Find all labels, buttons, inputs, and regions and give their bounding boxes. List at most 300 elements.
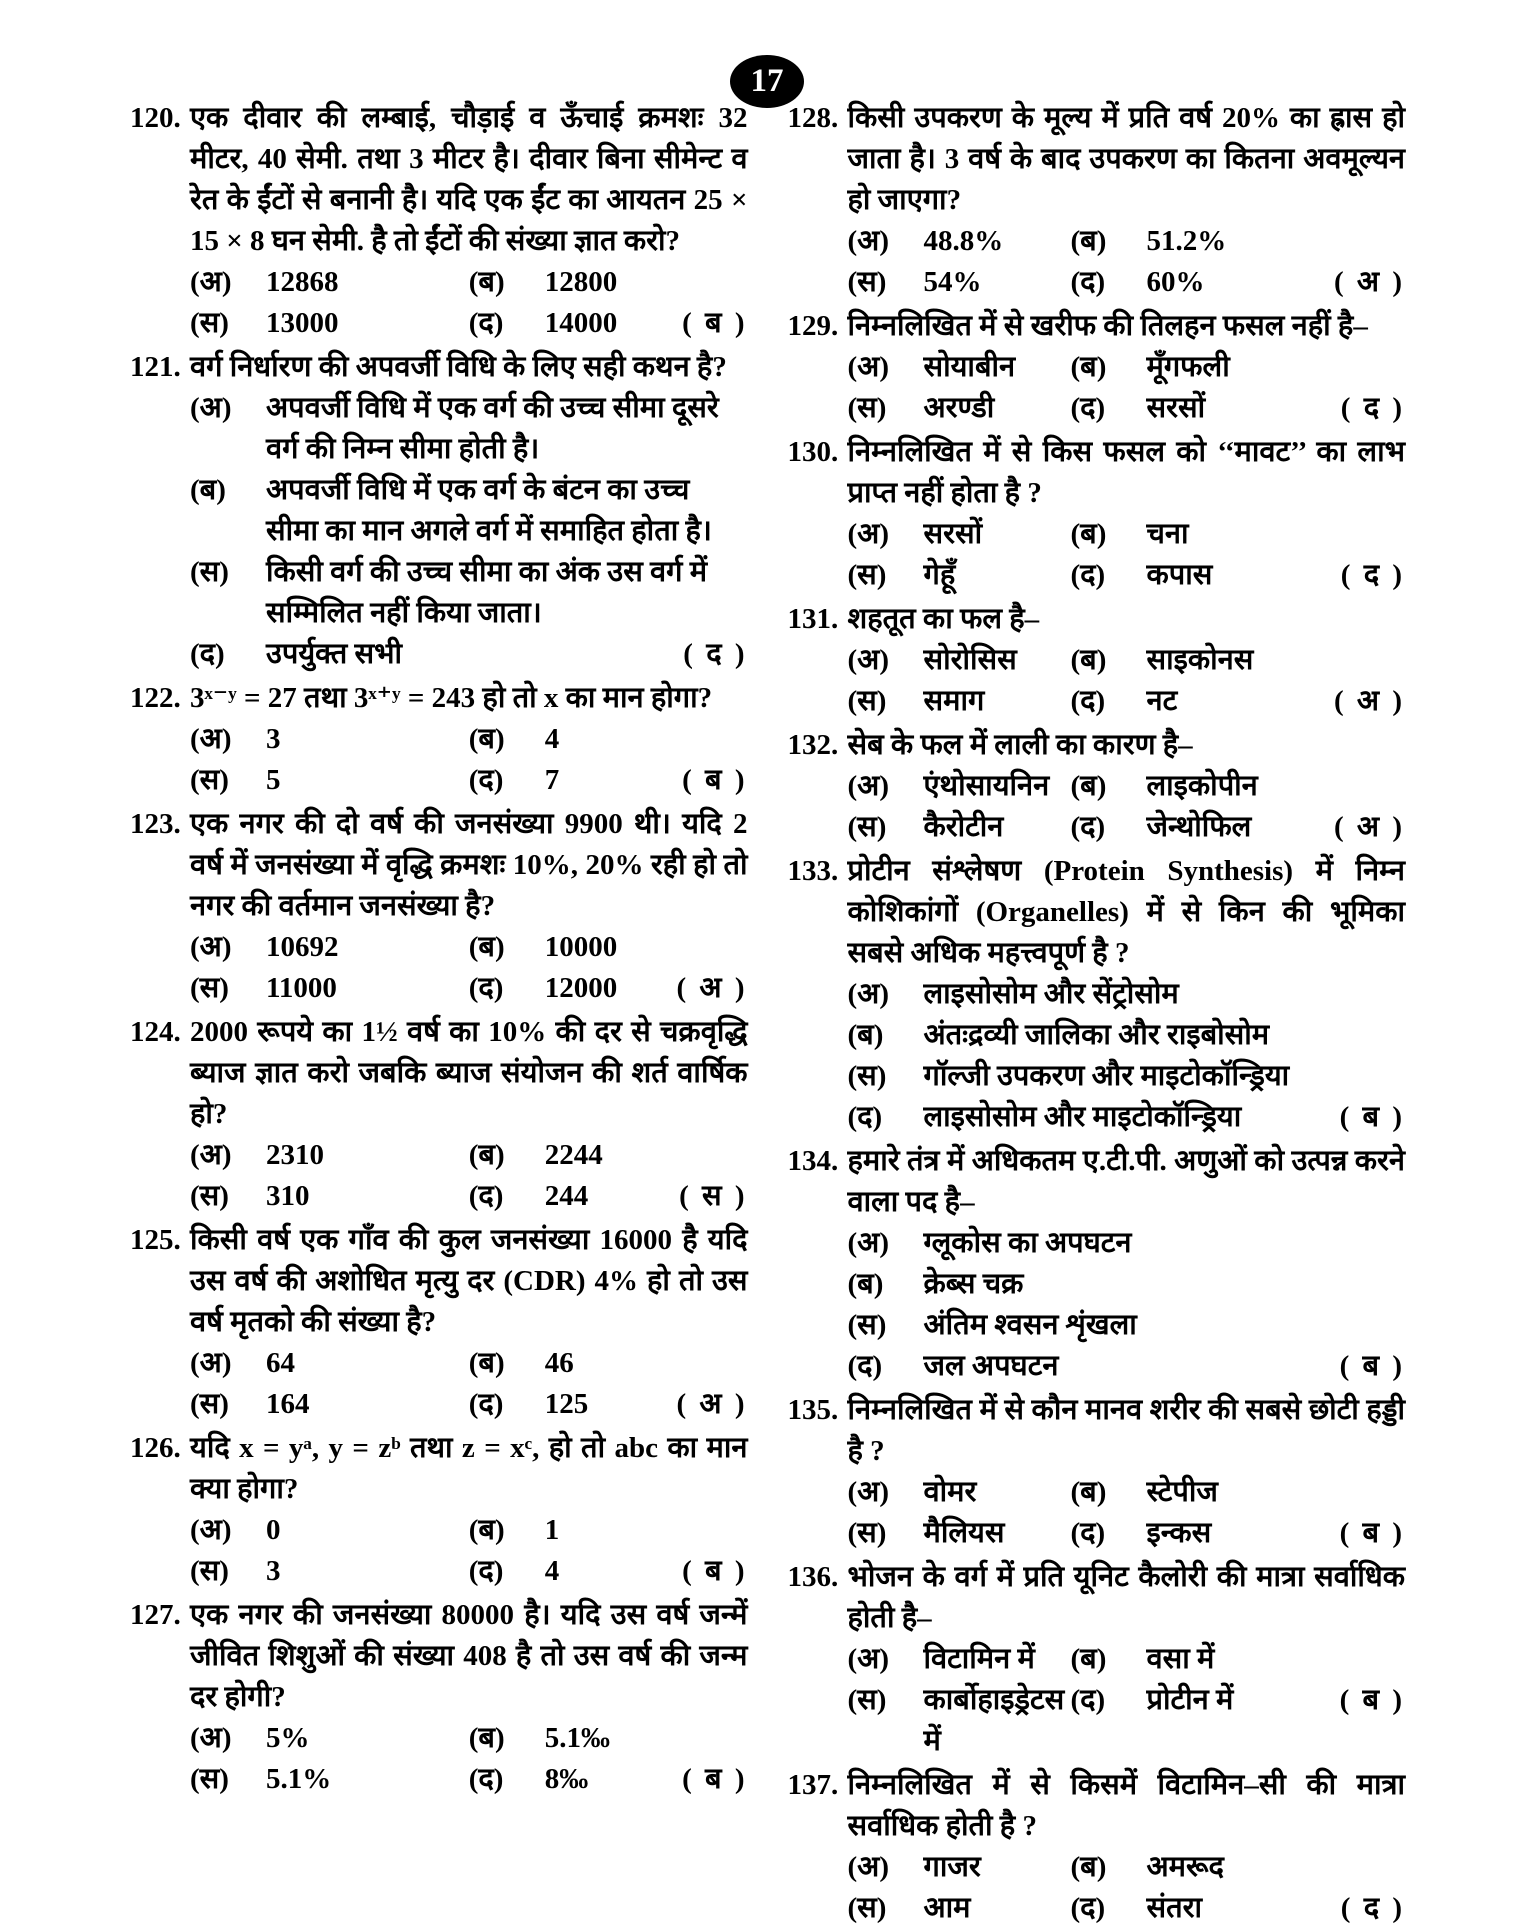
question-number: 136. [787,1561,839,1593]
option [190,1718,469,1759]
option-text: 1 [544,1514,560,1546]
option-text: 125 [544,1388,589,1420]
option-label: (द) [1070,559,1106,591]
answer-label: ( द ) [683,638,748,670]
question-text: किसी उपकरण के मूल्य में प्रति वर्ष 20% का ह्रास हो जाता है। 3 वर्ष के बाद उपकरण का कितना अवमूल्यन हो जाएगा? [847,102,1405,216]
option-text: इन्कस [1146,1517,1212,1549]
option-row [848,1847,1406,1888]
option [469,1510,560,1551]
options [190,388,748,675]
option [1071,1639,1215,1680]
question [130,347,748,675]
option-label: (स) [847,1517,887,1549]
option-label: (द) [1070,1892,1106,1924]
question-columns [130,98,1405,1932]
question-body [848,851,1406,1138]
question-text: शहतूत का फल है– [847,603,1040,635]
option [848,1680,1071,1762]
option [848,1056,1406,1097]
option-row [190,1176,748,1217]
option-label: (अ) [847,351,889,383]
question [130,804,748,1009]
answer-label: ( अ ) [1334,266,1405,298]
option-label: (स) [847,559,887,591]
option-row [190,968,748,1009]
option-row [848,388,1406,429]
question-number: 122. [130,682,181,714]
answer-label: ( ब ) [682,307,748,339]
option [848,1513,1071,1554]
option-text: 10000 [544,931,618,963]
option-text: वसा में [1146,1643,1215,1675]
option-label: (द) [1070,266,1106,298]
option [1071,766,1258,807]
question-number: 125. [130,1224,181,1256]
option-text: लाइसोसोम और सेंट्रोसोम [923,978,1179,1010]
option-text: सरसों [923,518,983,550]
option-text: गेहूँ [923,559,956,591]
question-number: 121. [130,351,181,383]
option-label: (अ) [847,225,889,257]
option-label: (ब) [468,1514,505,1546]
option-text: अमरूद [1146,1851,1224,1883]
option-label: (ब) [1070,351,1107,383]
question-body [190,1428,748,1592]
option-text: चना [1146,518,1189,550]
option-text: 46 [544,1347,574,1379]
question-text: निम्नलिखित में से खरीफ की तिलहन फसल नहीं है– [847,310,1368,342]
question-body [190,1595,748,1800]
options [848,1639,1406,1762]
question-body [848,725,1406,848]
option [848,766,1071,807]
question-number: 137. [787,1769,839,1801]
option-label: (ब) [468,931,505,963]
question-text: एक दीवार की लम्बाई, चौड़ाई व ऊँचाई क्रमशः 32 मीटर, 40 सेमी. तथा 3 मीटर है। दीवार बिना सीमेन्ट व रेत के ईंटों से बनानी है। यदि एक ईंट का आयतन 25 × 15 × 8 घन सेमी. है तो ईंटों की संख्या ज्ञात करो? [190,102,748,257]
option-label: (अ) [190,1347,232,1379]
options [848,221,1406,303]
option-row [848,974,1406,1015]
option [469,262,618,303]
option-label: (द) [1070,392,1106,424]
option-text: 164 [266,1388,310,1420]
option [469,1135,603,1176]
option-label: (ब) [1070,1643,1107,1675]
option-text: अपवर्जी विधि में एक वर्ग की उच्च सीमा दूसरे वर्ग की निम्न सीमा होती है। [266,392,719,465]
option [848,1847,1071,1888]
option-label: (द) [468,972,504,1004]
option [190,1759,469,1800]
question-body [848,306,1406,429]
option [469,719,560,760]
option [1071,514,1189,555]
answer-label: ( ब ) [682,1555,748,1587]
option-text: आम [923,1892,971,1924]
option-label: (ब) [1070,1851,1107,1883]
options [190,1510,748,1592]
options [190,262,748,344]
options [190,1135,748,1217]
option [1071,1472,1218,1513]
question-body [190,804,748,1009]
option [1071,1513,1212,1554]
question-number: 134. [787,1145,839,1177]
option-label: (अ) [847,518,889,550]
question-number: 127. [130,1599,181,1631]
option-text: 11000 [266,972,337,1004]
page-number: 17 [750,63,784,99]
option [469,760,560,801]
option-label: (स) [847,392,887,424]
option-label: (स) [847,685,887,717]
option [190,388,748,470]
option-row [848,807,1406,848]
question-body [190,678,748,801]
question [788,599,1406,722]
question-number: 131. [787,603,839,635]
option-label: (ब) [1070,225,1107,257]
option-label: (अ) [190,266,232,298]
option [190,1135,469,1176]
option-text: 12000 [544,972,618,1004]
option-text: 64 [266,1347,295,1379]
option-row [848,262,1406,303]
options [848,1223,1406,1387]
answer-label: ( ब ) [682,764,748,796]
option-row [190,552,748,634]
question-text: निम्नलिखित में से किस फसल को ‘‘मावट’’ का लाभ प्राप्त नहीं होता है ? [847,436,1405,509]
option [1071,555,1213,596]
option-label: (स) [190,1763,229,1795]
option-row [848,1015,1406,1056]
option-row [848,1097,1406,1138]
question-body [848,1390,1406,1554]
option-label: (द) [468,1555,504,1587]
option [848,1015,1406,1056]
option-row [848,1056,1406,1097]
question-text: निम्नलिखित में से किसमें विटामिन–सी की मात्रा सर्वाधिक होती है ? [847,1769,1405,1842]
option-label: (ब) [1070,518,1107,550]
option-text: संतरा [1146,1892,1203,1924]
answer-label: ( द ) [1340,1892,1405,1924]
option-text: जल अपघटन [923,1350,1059,1382]
option-text: ग्लूकोस का अपघटन [923,1227,1132,1259]
question-text: प्रोटीन संश्लेषण (Protein Synthesis) में निम्न कोशिकांगों (Organelles) में से किन की भूमिका सबसे अधिक महत्त्वपूर्ण है ? [847,855,1405,969]
option-text: 12800 [544,266,618,298]
option [469,303,618,344]
option-text: क्रेब्स चक्र [923,1268,1024,1300]
option [848,221,1071,262]
option [1071,1847,1224,1888]
option-label: (स) [190,1388,229,1420]
option-row [190,1759,748,1800]
question-text: 3ˣ⁻ʸ = 27 तथा 3ˣ⁺ʸ = 243 हो तो x का मान होगा? [190,682,713,714]
option-label: (ब) [468,266,505,298]
option [848,1346,1332,1387]
option-label: (स) [190,972,229,1004]
option-row [190,1384,748,1425]
option [848,974,1406,1015]
option-text: 14000 [544,307,618,339]
option [848,1639,1071,1680]
option-row [848,347,1406,388]
option-label: (अ) [847,1476,889,1508]
option-text: सोयाबीन [923,351,1016,383]
option-label: (स) [190,556,229,588]
option-text: अरण्डी [923,392,995,424]
question-text: एक नगर की जनसंख्या 80000 है। यदि उस वर्ष जन्में जीवित शिशुओं की संख्या 408 है तो उस वर्ष की जन्म दर होगी? [190,1599,748,1713]
option-label: (द) [847,1101,883,1133]
option-label: (अ) [190,392,232,424]
option [190,262,469,303]
option-label: (ब) [468,1139,505,1171]
option-row [190,470,748,552]
option-text: 310 [266,1180,310,1212]
options [190,1718,748,1800]
option-row [190,1510,748,1551]
option-label: (स) [190,1555,229,1587]
option-text: नट [1146,685,1178,717]
option-text: गाजर [923,1851,981,1883]
option [469,1718,610,1759]
option-text: 2244 [544,1139,603,1171]
option [848,514,1071,555]
answer-label: ( अ ) [1334,685,1405,717]
question [130,1595,748,1800]
question-body [190,1220,748,1425]
option-text: 5.1‰ [544,1722,610,1754]
option-label: (अ) [190,931,232,963]
option-text: 5% [266,1722,310,1754]
option-label: (ब) [1070,644,1107,676]
option-text: 3 [266,1555,281,1587]
option-label: (स) [847,266,887,298]
question [130,678,748,801]
answer-label: ( स ) [679,1180,748,1212]
question [788,725,1406,848]
option-text: लाइसोसोम और माइटोकॉन्ड्रिया [923,1101,1242,1133]
question-number: 132. [787,729,839,761]
question-number: 128. [787,102,839,134]
right-column [788,98,1406,1932]
option-text: 2310 [266,1139,324,1171]
answer-label: ( अ ) [676,972,748,1004]
option [190,552,748,634]
option [848,1888,1071,1929]
option-label: (द) [468,307,504,339]
option [469,1551,560,1592]
option-row [848,514,1406,555]
option-text: जेन्थोफिल [1146,811,1252,843]
question-text: सेब के फल में लाली का कारण है– [847,729,1193,761]
option [1071,807,1252,848]
options [848,514,1406,596]
option-text: 10692 [266,931,339,963]
option-text: अंतिम श्वसन शृंखला [923,1309,1137,1341]
option [469,968,618,1009]
question-number: 126. [130,1432,181,1464]
option-row [848,640,1406,681]
answer-label: ( द ) [1340,392,1405,424]
option [848,1264,1406,1305]
option-label: (ब) [190,474,226,506]
option [190,1343,469,1384]
question-number: 135. [787,1394,839,1426]
option-text: 244 [544,1180,589,1212]
answer-label: ( ब ) [682,1763,748,1795]
question [788,306,1406,429]
option [190,470,748,552]
question [788,851,1406,1138]
option-row [190,760,748,801]
option-text: सरसों [1146,392,1206,424]
option-label: (ब) [847,1268,884,1300]
options [190,719,748,801]
option-row [190,1551,748,1592]
option [190,303,469,344]
option [1071,388,1206,429]
option-text: 12868 [266,266,339,298]
option [848,1472,1071,1513]
question-text: किसी वर्ष एक गाँव की कुल जनसंख्या 16000 है यदि उस वर्ष की अशोधित मृत्यु दर (CDR) 4% हो तो उस वर्ष मृतको की संख्या है? [190,1224,748,1338]
option-row [190,303,748,344]
option-label: (स) [847,1060,887,1092]
option-label: (द) [1070,811,1106,843]
option-text: विटामिन में [923,1643,1035,1675]
option-row [848,1305,1406,1346]
question-number: 130. [787,436,839,468]
option-label: (द) [1070,685,1106,717]
option-row [190,262,748,303]
option [1071,640,1254,681]
options [190,927,748,1009]
option [190,1551,469,1592]
option-label: (द) [468,1763,504,1795]
option-label: (अ) [847,1227,889,1259]
option [190,760,469,801]
answer-label: ( ब ) [1339,1684,1405,1716]
page-number-badge [730,55,804,108]
option-text: लाइकोपीन [1146,770,1258,802]
question [788,1765,1406,1929]
question-body [190,1012,748,1217]
option-row [848,1264,1406,1305]
answer-label: ( अ ) [676,1388,748,1420]
option-text: 3 [266,723,281,755]
option-label: (स) [847,1684,887,1716]
option-label: (अ) [847,644,889,676]
question-body [848,1557,1406,1762]
question-text: यदि x = yᵃ, y = zᵇ तथा z = xᶜ, हो तो abc का मान क्या होगा? [190,1432,748,1505]
question [788,1141,1406,1387]
options [848,766,1406,848]
question-text: निम्नलिखित में से कौन मानव शरीर की सबसे छोटी हड्डी है ? [847,1394,1405,1467]
answer-label: ( अ ) [1334,811,1405,843]
option-text: एंथोसायनिन [923,770,1050,802]
option [1071,1680,1234,1721]
option-text: कैरोटीन [923,811,1004,843]
option-text: कपास [1146,559,1213,591]
option-label: (अ) [847,1851,889,1883]
option-row [848,221,1406,262]
option [469,1176,589,1217]
option-label: (अ) [190,1722,232,1754]
question [130,1220,748,1425]
option-label: (द) [468,764,504,796]
option-row [848,1513,1406,1554]
option [848,1223,1406,1264]
option-text: गॉल्जी उपकरण और माइटोकॉन्ड्रिया [923,1060,1290,1092]
question-body [848,432,1406,596]
option [190,1384,469,1425]
question-body [848,1141,1406,1387]
option-row [848,1639,1406,1680]
option [190,1176,469,1217]
answer-label: ( ब ) [1339,1517,1405,1549]
option-label: (द) [1070,1517,1106,1549]
option-row [848,1680,1406,1762]
option-row [848,1346,1406,1387]
option-row [848,555,1406,596]
option-label: (अ) [847,770,889,802]
option-label: (अ) [190,1514,232,1546]
option [1071,681,1178,722]
option-label: (अ) [847,1643,889,1675]
option [190,719,469,760]
option-label: (ब) [468,1347,505,1379]
option-text: अंतःद्रव्यी जालिका और राइबोसोम [923,1019,1270,1051]
option [848,1097,1332,1138]
question-text: भोजन के वर्ग में प्रति यूनिट कैलोरी की मात्रा सर्वाधिक होती है– [847,1561,1405,1634]
question-text: हमारे तंत्र में अधिकतम ए.टी.पी. अणुओं को उत्पन्न करने वाला पद है– [847,1145,1405,1218]
options [848,974,1406,1138]
option [1071,1888,1203,1929]
question-body [848,98,1406,303]
option-label: (अ) [847,978,889,1010]
option-row [848,1888,1406,1929]
option-label: (ब) [468,723,505,755]
option-text: 7 [544,764,560,796]
option-row [848,766,1406,807]
option-text: 5.1% [266,1763,332,1795]
option [469,1384,589,1425]
option-text: 13000 [266,307,339,339]
option-label: (स) [847,811,887,843]
option-label: (अ) [190,1139,232,1171]
option-text: उपर्युक्त सभी [266,638,403,670]
option-label: (ब) [1070,770,1107,802]
option [848,681,1071,722]
option-text: 54% [923,266,982,298]
option-text: समाग [923,685,985,717]
options [848,1847,1406,1929]
answer-label: ( द ) [1340,559,1405,591]
option-text: कार्बोहाइड्रेटस में [923,1684,1065,1757]
option-label: (ब) [468,1722,505,1754]
option-label: (ब) [1070,1476,1107,1508]
option [848,262,1071,303]
question [130,1428,748,1592]
question [788,432,1406,596]
option-label: (द) [190,638,225,670]
option-row [190,1343,748,1384]
question-body [848,1765,1406,1929]
question-body [190,98,748,344]
question-number: 133. [787,855,839,887]
option-text: किसी वर्ग की उच्च सीमा का अंक उस वर्ग में सम्मिलित नहीं किया जाता। [266,556,708,629]
option [1071,347,1230,388]
option [848,1305,1406,1346]
